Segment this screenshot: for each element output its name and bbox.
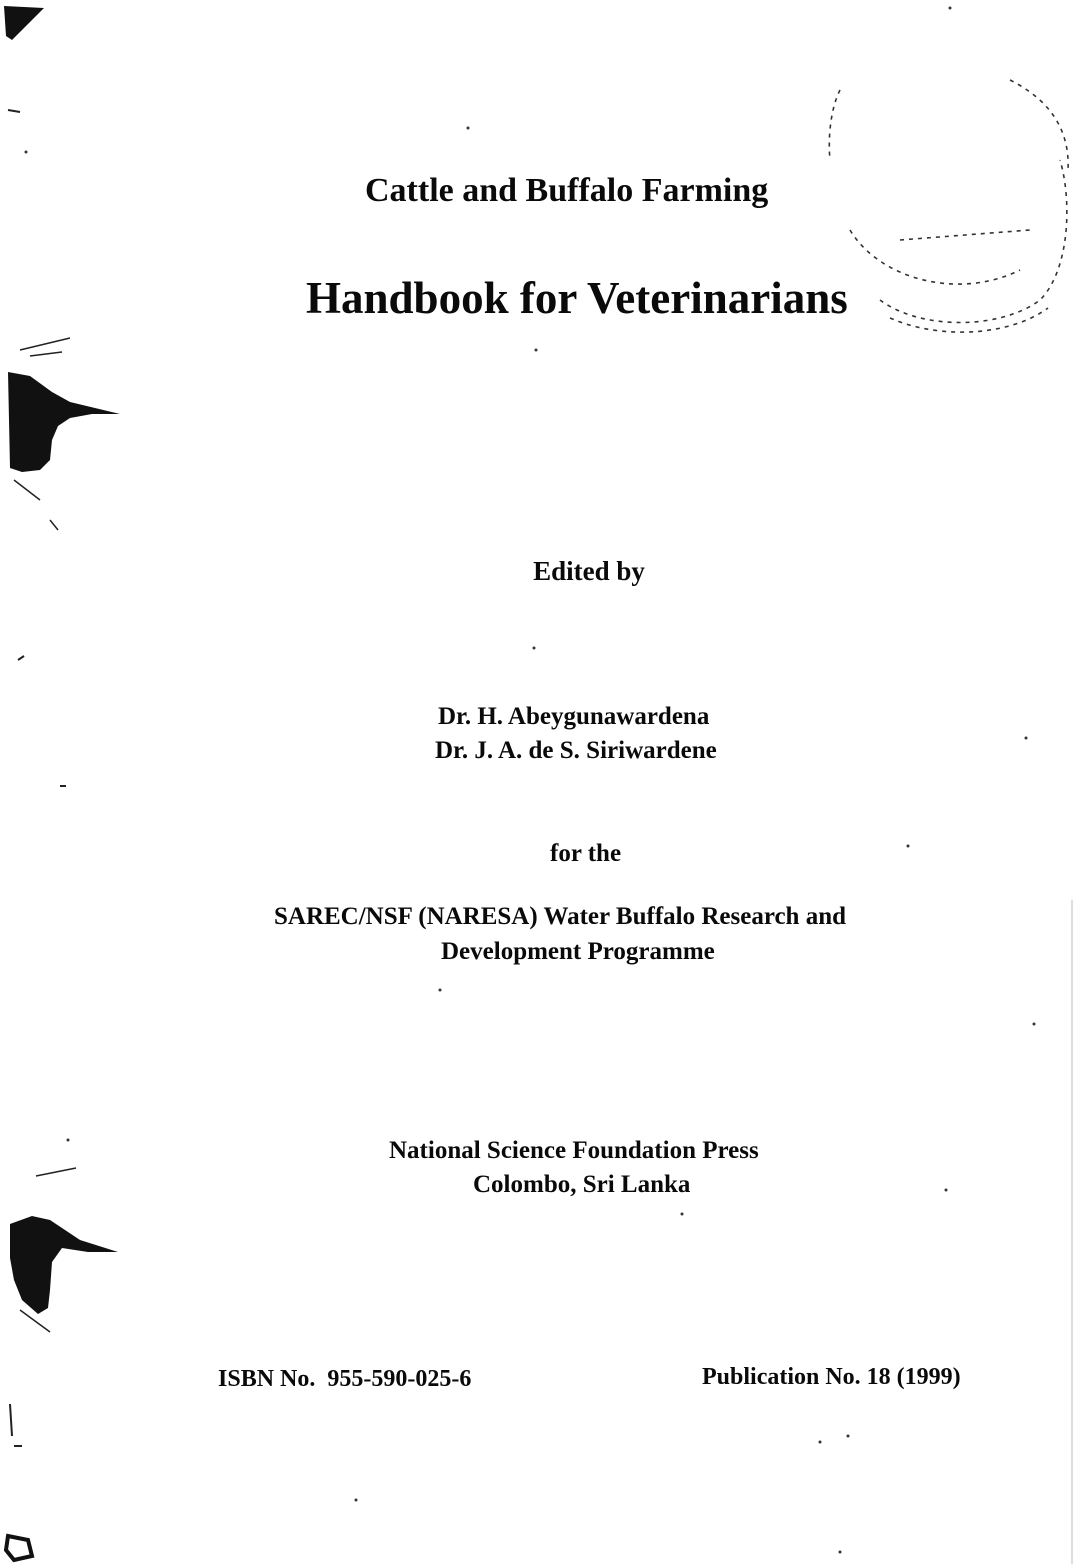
publication-number: Publication No. 18 (1999)	[702, 1364, 961, 1390]
publisher-name: National Science Foundation Press	[389, 1137, 759, 1164]
for-the-label: for the	[550, 840, 622, 867]
edited-by-label: Edited by	[533, 556, 645, 586]
isbn-number: ISBN No. 955-590-025-6	[218, 1366, 472, 1392]
book-title: Handbook for Veterinarians	[306, 273, 848, 323]
publisher-location: Colombo, Sri Lanka	[473, 1171, 691, 1198]
book-subtitle: Cattle and Buffalo Farming	[365, 172, 769, 209]
programme-line: SAREC/NSF (NARESA) Water Buffalo Research and	[274, 903, 847, 930]
editor-name: Dr. J. A. de S. Siriwardene	[435, 737, 717, 764]
library-stamp	[829, 80, 1068, 332]
ink-blot-upper	[8, 372, 120, 472]
editor-name: Dr. H. Abeygunawardena	[438, 703, 710, 730]
corner-mark	[4, 6, 44, 40]
specks	[25, 7, 1036, 1554]
ink-blot-lower	[10, 1216, 118, 1314]
programme-line: Development Programme	[441, 938, 715, 965]
